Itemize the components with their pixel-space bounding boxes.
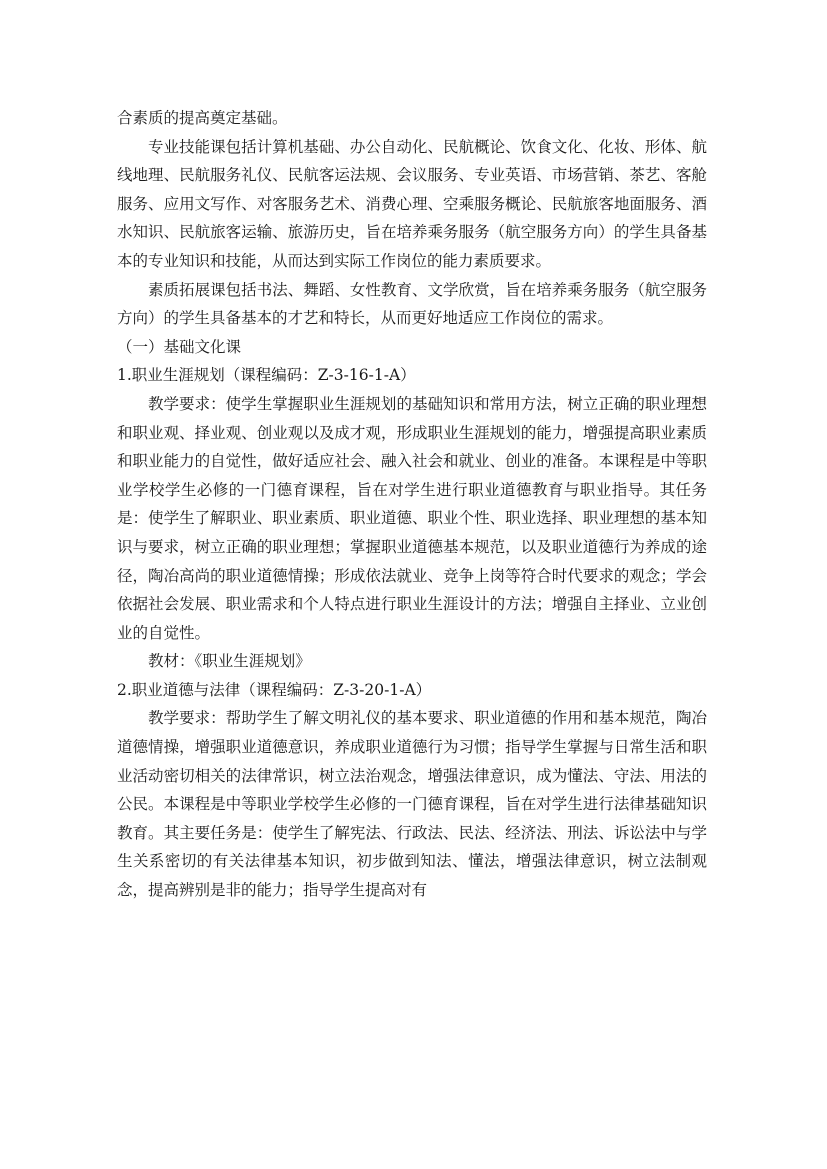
paragraph-ethics-law-requirements: 教学要求：帮助学生了解文明礼仪的基本要求、职业道德的作用和基本规范，陶冶道德情操，增强职业道德意识，养成职业道德行为习惯；指导学生掌握与日常生活和职业活动密切相关的法律常识，树立法治观念，增强法律意识，成为懂法、守法、用法的公民。本课程是中等职业学校学生必修的一门德育课程，旨在对学生进行法律基础知识教育。其主要任务是：使学生了解宪法、行政法、民法、经济法、刑法、诉讼法中与学生关系密切的有关法律基本知识，初步做到知法、懂法，增强法律意识，树立法制观念，提高辨别是非的能力；指导学生提高对有 [117,709,707,900]
section-heading-basic-culture: （一）基础文化课 [117,337,242,356]
paragraph-professional-skills: 专业技能课包括计算机基础、办公自动化、民航概论、饮食文化、化妆、形体、航线地理、民航服务礼仪、民航客运法规、会议服务、专业英语、市场营销、茶艺、客舱服务、应用文写作、对客服务艺术、消费心理、空乘服务概论、民航旅客地面服务、酒水知识、民航旅客运输、旅游历史，旨在培养乘务服务（航空服务方向）的学生具备基本的专业知识和技能，从而达到实际工作岗位的能力素质要求。 [117,137,707,270]
course-heading-ethics-law: 2.职业道德与法律（课程编码：Z-3-20-1-A） [117,680,432,699]
paragraph-career-planning-requirements: 教学要求：使学生掌握职业生涯规划的基础知识和常用方法，树立正确的职业理想和职业观、择业观、创业观以及成才观，形成职业生涯规划的能力，增强提高职业素质和职业能力的自觉性，做好适应社会、融入社会和就业、创业的准备。本课程是中等职业学校学生必修的一门德育课程，旨在对学生进行职业道德教育与职业指导。其任务是：使学生了解职业、职业素质、职业道德、职业个性、职业选择、职业理想的基本知识与要求，树立正确的职业理想；掌握职业道德基本规范，以及职业道德行为养成的途径，陶冶高尚的职业道德情操；形成依法就业、竞争上岗等符合时代要求的观念；学会依据社会发展、职业需求和个人特点进行职业生涯设计的方法；增强自主择业、立业创业的自觉性。 [117,394,707,642]
paragraph-quality-expansion: 素质拓展课包括书法、舞蹈、女性教育、文学欣赏，旨在培养乘务服务（航空服务方向）的学生具备基本的才艺和特长，从而更好地适应工作岗位的需求。 [117,280,707,328]
paragraph-continuation: 合素质的提高奠定基础。 [117,109,288,127]
paragraph-career-planning-textbook: 教材：《职业生涯规划》 [148,652,311,671]
course-heading-career-planning: 1.职业生涯规划（课程编码：Z-3-16-1-A） [117,366,416,385]
document-body [117,104,707,905]
